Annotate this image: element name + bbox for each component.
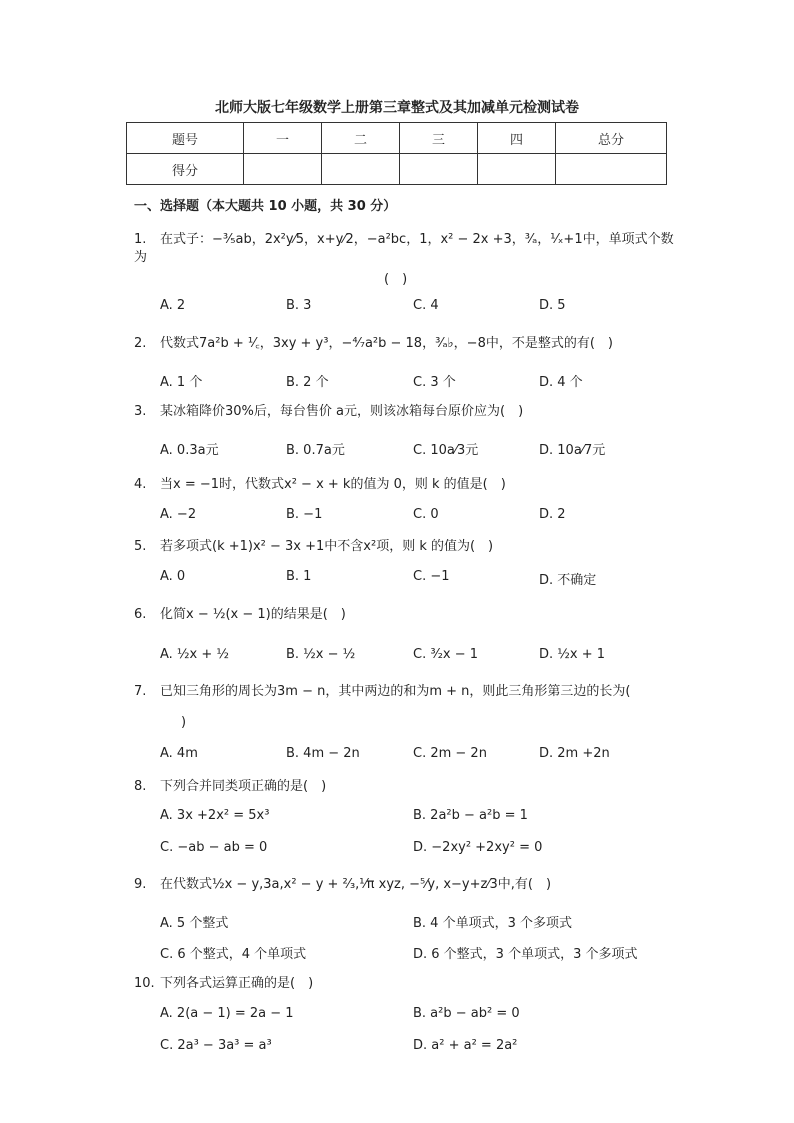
option-d[interactable]: D. ½x + 1 (539, 647, 605, 662)
option-d[interactable]: D. 2 (539, 507, 566, 522)
question-2 (134, 335, 674, 353)
question-text: 下列合并同类项正确的是( ) (160, 779, 327, 794)
option-c[interactable]: C. −ab − ab = 0 (160, 840, 268, 855)
option-a[interactable]: A. 0 (160, 569, 186, 584)
question-text: 下列各式运算正确的是( ) (160, 976, 314, 991)
question-text: 代数式7a²b + ¹⁄꜀，3xy + y³，−⁴⁄₇a²b − 18，³⁄ₐ♭，−8中，不是整式的有( ) (160, 336, 613, 351)
score-input-cell[interactable] (478, 154, 556, 185)
option-d[interactable]: D. −2xy² +2xy² = 0 (413, 840, 543, 855)
option-d[interactable]: D. 2m +2n (539, 746, 610, 761)
option-a[interactable]: A. 1 个 (160, 375, 203, 390)
question-5 (134, 538, 674, 556)
score-input-cell[interactable] (322, 154, 400, 185)
option-b[interactable]: B. 2 个 (286, 375, 329, 390)
score-cell: 总分 (556, 123, 667, 154)
question-number: 6. (134, 607, 147, 622)
option-a[interactable]: A. 2 (160, 298, 186, 313)
score-input-cell[interactable] (556, 154, 667, 185)
option-b[interactable]: B. −1 (286, 507, 323, 522)
question-text: 当x = −1时，代数式x² − x + k的值为 0，则 k 的值是( ) (160, 477, 506, 492)
question-8 (134, 778, 674, 796)
option-c[interactable]: C. 2a³ − 3a³ = a³ (160, 1038, 272, 1053)
option-b[interactable]: B. 2a²b − a²b = 1 (413, 808, 528, 823)
option-d[interactable]: D. 4 个 (539, 375, 583, 390)
question-1 (134, 231, 674, 267)
option-c[interactable]: C. 0 (413, 507, 439, 522)
option-b[interactable]: B. 4m − 2n (286, 746, 360, 761)
score-cell: 三 (400, 123, 478, 154)
question-6 (134, 606, 674, 624)
answer-paren: ( ) (384, 272, 408, 287)
option-c[interactable]: C. −1 (413, 569, 450, 584)
score-cell: 二 (322, 123, 400, 154)
question-number: 5. (134, 539, 147, 554)
option-c[interactable]: C. 6 个整式，4 个单项式 (160, 947, 307, 962)
question-7 (134, 683, 674, 701)
score-cell: 一 (244, 123, 322, 154)
score-input-cell[interactable] (244, 154, 322, 185)
option-b[interactable]: B. 1 (286, 569, 312, 584)
option-a[interactable]: A. 4m (160, 746, 198, 761)
question-number: 9. (134, 877, 147, 892)
option-a[interactable]: A. −2 (160, 507, 197, 522)
option-c[interactable]: C. 3 个 (413, 375, 456, 390)
question-number: 7. (134, 684, 147, 699)
option-a[interactable]: A. 3x +2x² = 5x³ (160, 808, 270, 823)
option-b[interactable]: B. a²b − ab² = 0 (413, 1006, 520, 1021)
option-a[interactable]: A. 2(a − 1) = 2a − 1 (160, 1006, 294, 1021)
question-3 (134, 403, 674, 421)
option-b[interactable]: B. 0.7a元 (286, 443, 345, 458)
option-a[interactable]: A. 5 个整式 (160, 916, 229, 931)
question-text: 化简x − ½(x − 1)的结果是( ) (160, 607, 346, 622)
option-d[interactable]: D. 6 个整式，3 个单项式，3 个多项式 (413, 947, 638, 962)
option-a[interactable]: A. 0.3a元 (160, 443, 219, 458)
option-a[interactable]: A. ½x + ½ (160, 647, 229, 662)
option-c[interactable]: C. 10a⁄3元 (413, 443, 479, 458)
option-b[interactable]: B. 4 个单项式，3 个多项式 (413, 916, 572, 931)
question-number: 3. (134, 404, 147, 419)
score-input-cell[interactable] (400, 154, 478, 185)
question-number: 1. (134, 232, 147, 247)
option-b[interactable]: B. ½x − ½ (286, 647, 356, 662)
option-d[interactable]: D. 10a⁄7元 (539, 443, 606, 458)
question-number: 8. (134, 779, 147, 794)
option-c[interactable]: C. 2m − 2n (413, 746, 487, 761)
question-number: 4. (134, 477, 147, 492)
question-4 (134, 476, 674, 494)
score-table (126, 122, 667, 185)
option-d[interactable]: D. a² + a² = 2a² (413, 1038, 518, 1053)
score-table-header-row (127, 123, 667, 154)
option-d[interactable]: D. 5 (539, 298, 566, 313)
option-b[interactable]: B. 3 (286, 298, 312, 313)
question-text: 若多项式(k +1)x² − 3x +1中不含x²项，则 k 的值为( ) (160, 539, 494, 554)
question-number: 10. (134, 976, 155, 991)
score-cell: 题号 (127, 123, 244, 154)
question-text: 某冰箱降价30%后，每台售价 a元，则该冰箱每台原价应为( ) (160, 404, 524, 419)
score-row-label: 得分 (127, 154, 244, 185)
question-number: 2. (134, 336, 147, 351)
question-text: 在代数式½x − y,3a,x² − y + ²⁄₃,¹⁄π xyz, −⁵⁄y, x−y+z⁄3中,有( ) (160, 877, 552, 892)
option-d[interactable]: D. 不确定 (539, 573, 597, 588)
option-c[interactable]: C. 4 (413, 298, 439, 313)
score-table-row (127, 154, 667, 185)
question-9 (134, 876, 674, 894)
answer-paren: ) (181, 715, 187, 730)
section-title: 一、选择题（本大题共 10 小题，共 30 分） (134, 199, 397, 214)
question-10 (134, 975, 674, 993)
score-cell: 四 (478, 123, 556, 154)
question-text: 在式子：−³⁄₅ab，2x²y⁄5，x+y⁄2，−a²bc，1，x² − 2x +3，³⁄ₐ，¹⁄ₓ+1中，单项式个数为 (134, 232, 674, 265)
page-title: 北师大版七年级数学上册第三章整式及其加减单元检测试卷 (215, 100, 579, 116)
option-c[interactable]: C. ³⁄₂x − 1 (413, 647, 479, 662)
question-text: 已知三角形的周长为3m − n，其中两边的和为m + n，则此三角形第三边的长为( (160, 684, 631, 699)
